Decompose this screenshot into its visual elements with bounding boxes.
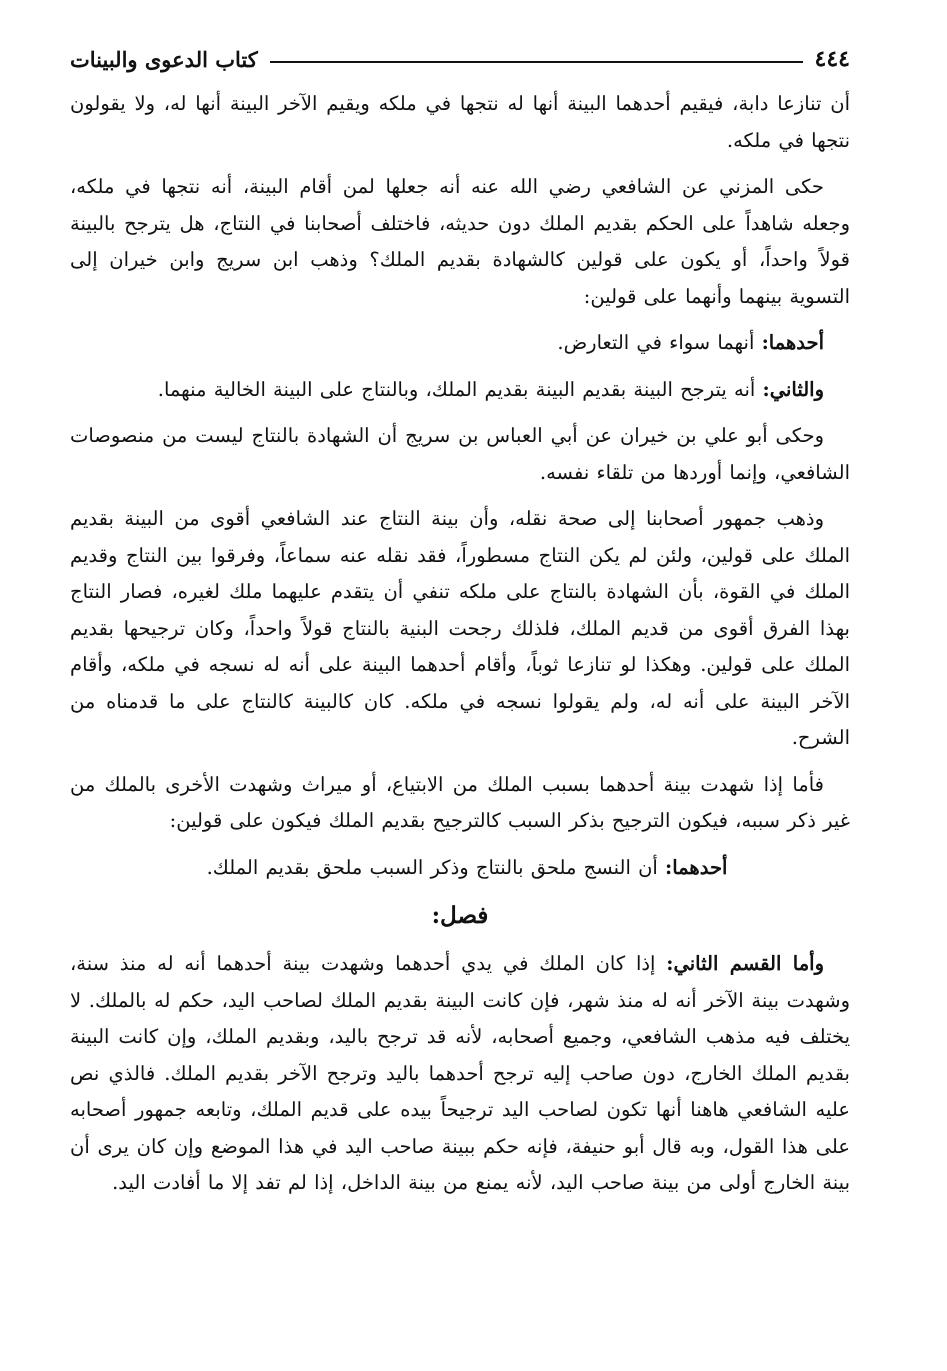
paragraph-text: أنه يترجح البينة بقديم البينة بقديم الملك، وبالنتاج على البينة الخالية منهما.	[157, 377, 763, 401]
paragraph	[70, 418, 850, 491]
paragraph-text: حكى المزني عن الشافعي رضي الله عنه أنه جعلها لمن أقام البينة، أنه نتجها في ملكه، وجعله شاهداً على الحكم بقديم الملك دون حديثه، فاختلف أصحابنا في النتاج، هل يترجح بالبينة قولاً واحداً، أو يكون على قولين كالشهادة بقديم الملك؟ وذهب ابن سريج وابن خيران إلى التسوية بينهما وأنهما على قولين:	[70, 175, 850, 308]
paragraph-lead: أحدهما:	[665, 855, 728, 879]
paragraph	[70, 946, 850, 1202]
paragraph-lead: أحدهما:	[761, 331, 824, 354]
paragraph	[70, 86, 850, 159]
paragraph-text: أن النسج ملحق بالنتاج وذكر السبب ملحق بقديم الملك.	[206, 855, 666, 879]
book-page	[70, 40, 850, 1350]
paragraph	[70, 850, 850, 887]
header-rule	[270, 61, 803, 63]
paragraph	[70, 325, 850, 362]
section-heading: فصل:	[431, 902, 489, 929]
paragraph	[70, 501, 850, 757]
paragraph-text: وحكى أبو علي بن خيران عن أبي العباس بن سريج أن الشهادة بالنتاج ليست من منصوصات الشافعي، وإنما أوردها من تلقاء نفسه.	[70, 424, 850, 484]
paragraph-text: أنهما سواء في التعارض.	[557, 331, 762, 354]
page-number: ٤٤٤	[814, 46, 850, 72]
paragraph	[70, 169, 850, 315]
paragraph-text: إذا كان الملك في يدي أحدهما وشهدت بينة أحدهما أنه له منذ سنة، وشهدت بينة الآخر أنه له منذ شهر، فإن كانت البينة بقديم الملك لصاحب اليد، حكم له بالملك. لا يختلف فيه مذهب الشافعي، وجميع أصحابه، لأنه قد ترجح باليد، وبقديم الملك، وإن كانت البينة بقديم الملك الخارج، دون صاحب إليه ترجح أحدهما باليد وترجح الآخر بقديم الملك. فالذي نص عليه الشافعي هاهنا أنها تكون لصاحب اليد ترجيحاً بيده على قديم الملك، وتابعه جمهور أصحابه على هذا القول، وبه قال أبو حنيفة، فإنه حكم ببينة صاحب اليد في هذا الموضع وإن كان يرى أن بينة الخارج أولى من بينة صاحب اليد، لأنه يمنع من بينة الداخل، إذا لم تفد إلا ما أفادت اليد.	[70, 952, 850, 1194]
paragraph	[70, 767, 850, 840]
body-text	[70, 86, 850, 1202]
paragraph-text: فأما إذا شهدت بينة أحدهما بسبب الملك من الابتياع، أو ميراث وشهدت الأخرى بالملك من غير ذكر سببه، فيكون الترجيح بذكر السبب كالترجيح بقديم الملك فيكون على قولين:	[70, 772, 850, 832]
paragraph-lead: وأما القسم الثاني:	[666, 952, 824, 975]
paragraph-text: أن تنازعا دابة، فيقيم أحدهما البينة أنها له نتجها في ملكه ويقيم الآخر البينة أنها له، ولا يقولون نتجها في ملكه.	[70, 92, 850, 152]
paragraph	[70, 372, 850, 409]
paragraph-text: وذهب جمهور أصحابنا إلى صحة نقله، وأن بينة النتاج عند الشافعي أقوى من البينة بقديم الملك على قولين، ولئن لم يكن النتاج مسطوراً، فقد نقله عنه سماعاً، وفرقوا بين النتاج وقديم الملك في القوة، بأن الشهادة بالنتاج على ملكه تنفي أن يتقدم عليهما ملك لغيره، فصار النتاج بهذا الفرق أقوى من قديم الملك، فلذلك رجحت البنية بالنتاج قولاً واحداً، وكان ترجيحها بقديم الملك على قولين. وهكذا لو تنازعا ثوباً، وأقام أحدهما البينة على أنه له نسجه في ملكه، وأقام الآخر البينة على أنه له، ولم يقولوا نسجه في ملكه. كان كالبينة كالنتاج على ما قدمناه من الشرح.	[70, 507, 850, 749]
paragraph-lead: والثاني:	[762, 377, 824, 401]
running-title: كتاب الدعوى والبينات	[70, 46, 258, 72]
page-header	[70, 40, 850, 78]
